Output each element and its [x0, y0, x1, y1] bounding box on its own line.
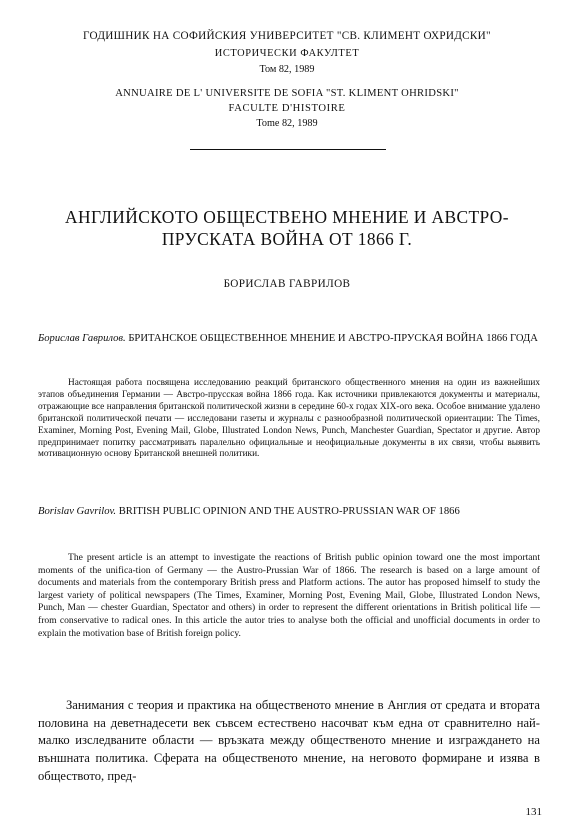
volume-bg: Том 82, 1989 — [259, 64, 315, 75]
summary-en-title: BRITISH PUBLIC OPINION AND THE AUSTRO-PRUSSIAN WAR OF 1866 — [118, 506, 460, 517]
journal-title-bg: ГОДИШНИК НА СОФИЙСКИЯ УНИВЕРСИТЕТ "СВ. КЛИМЕНТ ОХРИДСКИ" — [83, 30, 491, 42]
summary-ru-text: Настоящая работа посвящена исследованию реакций британского общественного мнения на один из важнейших этапов объединения Германии — Австро-прусская война 1866 года. Как источники привлекаются документы и материалы, отражающие все направления британской политической жизни в середине 60-х годах XIX-ого века. Особое внимание удалено британской политической печати — исследовани газеты и журналы с разнообразной политической ориентации: The Times, Examiner, Morning Post, Evening Mail, Globe, Illustrated London News, Punch, Manchester Guardian, Spectator и другие. Автор предпринимает попитку рассматривать парaлельно официальные и неофициальные документы в их связи, чтобы выявить мотивационную основу Британской внешней политики. — [38, 378, 540, 460]
page-number: 131 — [525, 806, 542, 818]
article-author: БОРИСЛАВ ГАВРИЛОВ — [223, 278, 351, 290]
summary-ru-author: Борислав Гаврилов. — [38, 333, 126, 344]
summary-en-heading — [38, 504, 540, 519]
summary-en-text: The present article is an attempt to investigate the reactions of British public opinion toward one the most important moments of the unifica-tion of Germany — the Austro-Prussian War of 1866. The research is based on a large amount of documents and materials from the contemporary British press and Platform actions. The autor has proposed himself to study the largest variety of political newspapers (The Times, Examiner, Morning Post, Evening Mail, Globe, Illustrated London News, Punch, Man — chester Guardian, Spectator and others) in order to represent the different orientations in British political life — from conservative to radical ones. In this article the autor tries to analyse both the official and unofficial documents in order to explain the motivation base of British foreign policy. — [38, 552, 540, 639]
summary-en-author: Borislav Gavrilov. — [38, 506, 117, 517]
volume-fr: Tome 82, 1989 — [256, 118, 318, 129]
summary-ru-heading — [38, 331, 540, 346]
journal-title-fr: ANNUAIRE DE L' UNIVERSITE DE SOFIA "ST. KLIMENT OHRIDSKI" — [115, 88, 459, 99]
article-title: АНГЛИЙСКОТО ОБЩЕСТВЕНО МНЕНИЕ И АВСТРО-ПРУСКАТА ВОЙНА ОТ 1866 Г. — [65, 207, 509, 249]
faculty-fr: FACULTE D'HISTOIRE — [228, 103, 346, 114]
faculty-bg: ИСТОРИЧЕСКИ ФАКУЛТЕТ — [214, 48, 360, 59]
header-divider — [190, 149, 386, 150]
summary-ru-title: БРИТАНСКОЕ ОБЩЕСТВЕННОЕ МНЕНИЕ И АВСТРО-ПРУСКАЯ ВОЙНА 1866 ГОДА — [128, 333, 538, 344]
body-paragraph: Занимания с теория и практика на общественото мнение в Англия от средата и втората половина на деветнадесети век съвсем естествено насочват към една от сравнително най-малко изследваните области — връзката между общественото мнение и изграждането на външната политика. Сферата на общественото мнение, на неговото формиране и изява в обществото, пред- — [38, 698, 540, 783]
